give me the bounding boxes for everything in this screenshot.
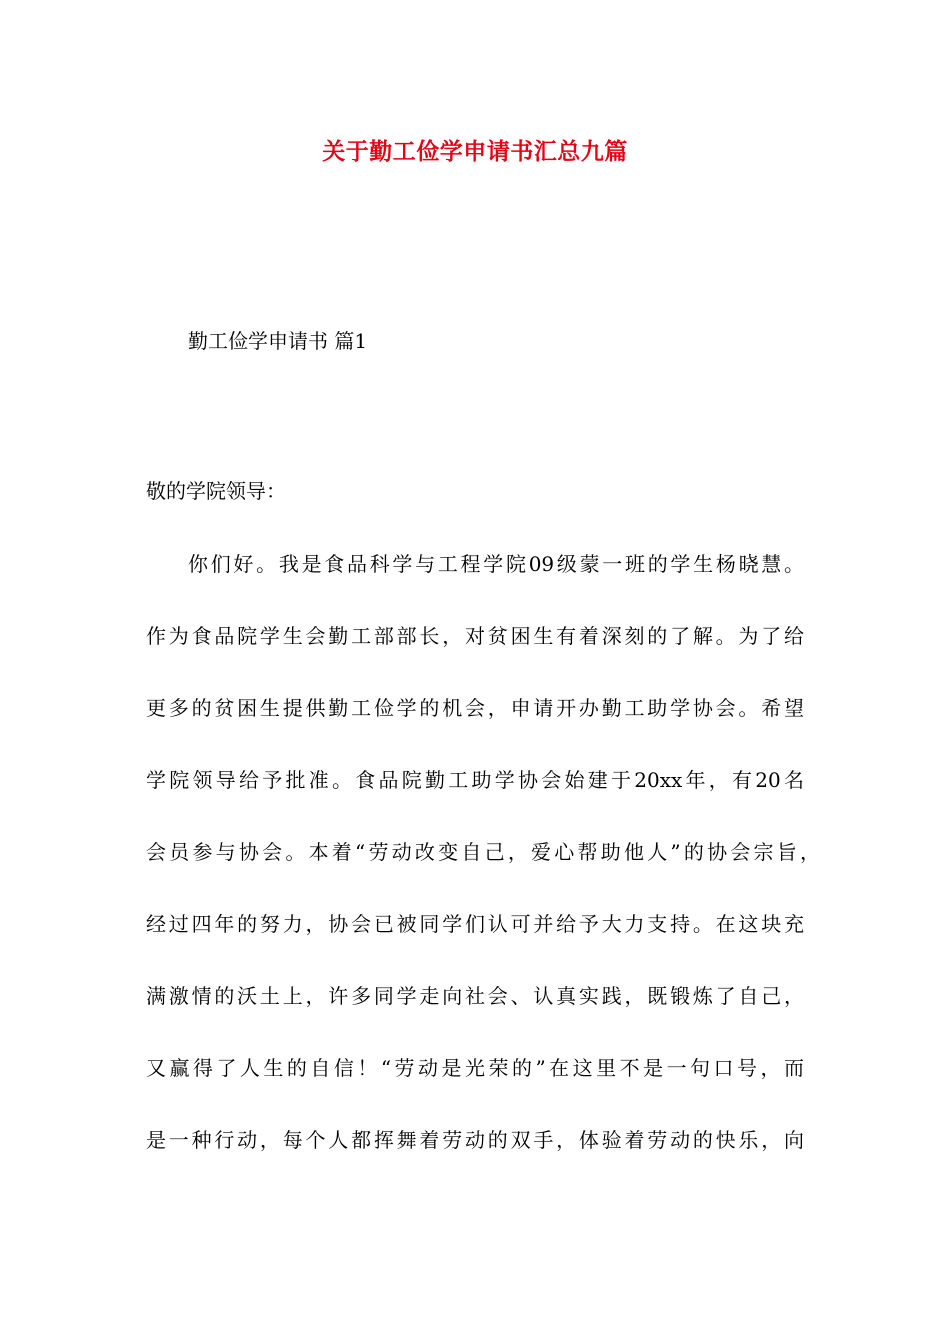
salutation: 敬的学院领导： — [146, 479, 286, 503]
section-heading: 勤工俭学申请书 篇1 — [188, 329, 368, 353]
body-line: 作为食品院学生会勤工部部长，对贫困生有着深刻的了解。为了给 — [146, 624, 804, 648]
body-line: 学院领导给予批准。食品院勤工助学协会始建于20xx年，有20名 — [146, 768, 804, 792]
document-title: 关于勤工俭学申请书汇总九篇 — [322, 138, 628, 165]
body-line: 会员参与协会。本着“劳动改变自己，爱心帮助他人”的协会宗旨， — [146, 840, 820, 864]
body-line: 是一种行动，每个人都挥舞着劳动的双手，体验着劳动的快乐，向 — [146, 1128, 804, 1152]
body-line: 又赢得了人生的自信！“劳动是光荣的”在这里不是一句口号，而 — [146, 1056, 804, 1080]
body-line: 更多的贫困生提供勤工俭学的机会，申请开办勤工助学协会。希望 — [146, 696, 804, 720]
body-line: 满激情的沃土上，许多同学走向社会、认真实践，既锻炼了自己， — [146, 984, 804, 1008]
body-line: 你们好。我是食品科学与工程学院09级蒙一班的学生杨晓慧。 — [188, 552, 804, 576]
body-line: 经过四年的努力，协会已被同学们认可并给予大力支持。在这块充 — [146, 912, 804, 936]
